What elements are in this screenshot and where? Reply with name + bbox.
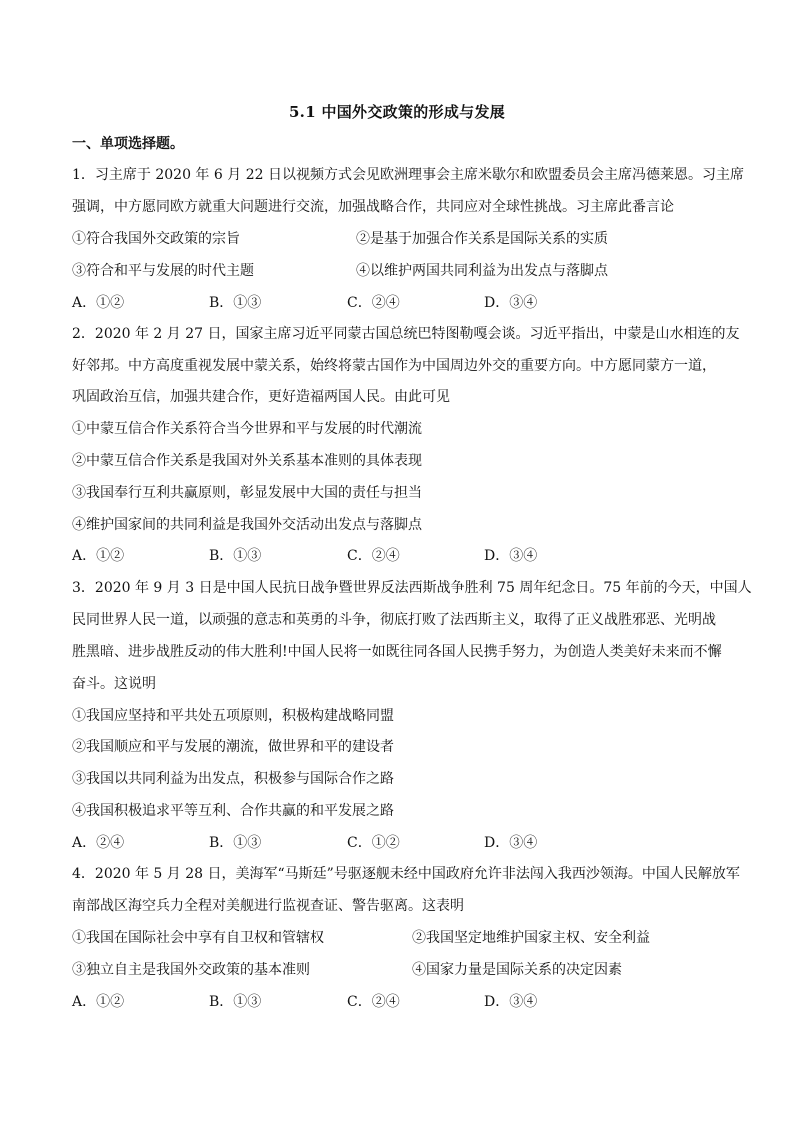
q3-stem-line: 奋斗。这说明 bbox=[72, 676, 156, 692]
q3-answer-choice: B．①③ bbox=[209, 835, 262, 851]
q1-answer-choice: B．①③ bbox=[209, 295, 262, 311]
q2-stem-line: 2．2020 年 2 月 27 日，国家主席习近平同蒙古国总统巴特图勒嘎会谈。习近平指出，中蒙是山水相连的友 bbox=[72, 326, 740, 342]
q4-stem-line: 4．2020 年 5 月 28 日，美海军“马斯廷”号驱逐舰未经中国政府允许非法闯入我西沙领海。中国人民解放军 bbox=[72, 866, 740, 882]
q3-option: ②我国顺应和平与发展的潮流，做世界和平的建设者 bbox=[72, 739, 394, 755]
q4-option: ②我国坚定地维护国家主权、安全利益 bbox=[412, 930, 650, 946]
q2-option: ②中蒙互信合作关系是我国对外关系基本准则的具体表现 bbox=[72, 453, 422, 469]
q4-option: ④国家力量是国际关系的决定因素 bbox=[412, 962, 622, 978]
q4-stem-line: 南部战区海空兵力全程对美舰进行监视查证、警告驱离。这表明 bbox=[72, 898, 464, 914]
q1-answer-choice: A．①② bbox=[72, 295, 125, 311]
q2-stem-line: 巩固政治互信，加强共建合作，更好造福两国人民。由此可见 bbox=[72, 389, 450, 405]
page-title: 5.1 中国外交政策的形成与发展 bbox=[288, 103, 506, 121]
q2-answer-choice: B．①③ bbox=[209, 548, 262, 564]
q4-answer-choice: C．②④ bbox=[347, 994, 400, 1010]
q2-answer-choice: C．②④ bbox=[347, 548, 400, 564]
q3-stem-line: 民同世界人民一道，以顽强的意志和英勇的斗争，彻底打败了法西斯主义，取得了正义战胜邪恶、光明战 bbox=[72, 612, 716, 628]
q1-option: ①符合我国外交政策的宗旨 bbox=[72, 231, 240, 247]
q1-answer-choice: D．③④ bbox=[484, 295, 538, 311]
q2-option: ③我国奉行互利共赢原则，彰显发展中大国的责任与担当 bbox=[72, 485, 422, 501]
q1-option: ④以维护两国共同利益为出发点与落脚点 bbox=[356, 263, 608, 279]
q1-option: ③符合和平与发展的时代主题 bbox=[72, 263, 254, 279]
q2-stem-line: 好邻邦。中方高度重视发展中蒙关系，始终将蒙古国作为中国周边外交的重要方向。中方愿同蒙方一道， bbox=[72, 358, 716, 374]
q2-option: ④维护国家间的共同利益是我国外交活动出发点与落脚点 bbox=[72, 517, 422, 533]
q2-answer-choice: D．③④ bbox=[484, 548, 538, 564]
q4-option: ①我国在国际社会中享有自卫权和管辖权 bbox=[72, 930, 324, 946]
section-heading: 一、单项选择题。 bbox=[72, 136, 184, 152]
q3-answer-choice: C．①② bbox=[347, 835, 400, 851]
q3-stem-line: 胜黑暗、进步战胜反动的伟大胜利!中国人民将一如既往同各国人民携手努力，为创造人类美好未来而不懈 bbox=[72, 644, 722, 660]
q3-option: ③我国以共同利益为出发点，积极参与国际合作之路 bbox=[72, 771, 394, 787]
q3-option: ①我国应坚持和平共处五项原则，积极构建战略同盟 bbox=[72, 708, 394, 724]
q2-option: ①中蒙互信合作关系符合当今世界和平与发展的时代潮流 bbox=[72, 421, 422, 437]
q4-answer-choice: D．③④ bbox=[484, 994, 538, 1010]
q4-option: ③独立自主是我国外交政策的基本准则 bbox=[72, 962, 310, 978]
q4-answer-choice: A．①② bbox=[72, 994, 125, 1010]
q1-answer-choice: C．②④ bbox=[347, 295, 400, 311]
q3-option: ④我国积极追求平等互利、合作共赢的和平发展之路 bbox=[72, 803, 394, 819]
q3-answer-choice: D．③④ bbox=[484, 835, 538, 851]
q3-stem-line: 3．2020 年 9 月 3 日是中国人民抗日战争暨世界反法西斯战争胜利 75 周年纪念日。75 年前的今天，中国人 bbox=[72, 580, 752, 596]
q2-answer-choice: A．①② bbox=[72, 548, 125, 564]
q1-stem-line: 强调，中方愿同欧方就重大问题进行交流，加强战略合作，共同应对全球性挑战。习主席此番言论 bbox=[72, 199, 674, 215]
q3-answer-choice: A．②④ bbox=[72, 835, 125, 851]
q1-stem-line: 1．习主席于 2020 年 6 月 22 日以视频方式会见欧洲理事会主席米歇尔和欧盟委员会主席冯德莱恩。习主席 bbox=[72, 167, 744, 183]
q1-option: ②是基于加强合作关系是国际关系的实质 bbox=[356, 231, 608, 247]
q4-answer-choice: B．①③ bbox=[209, 994, 262, 1010]
